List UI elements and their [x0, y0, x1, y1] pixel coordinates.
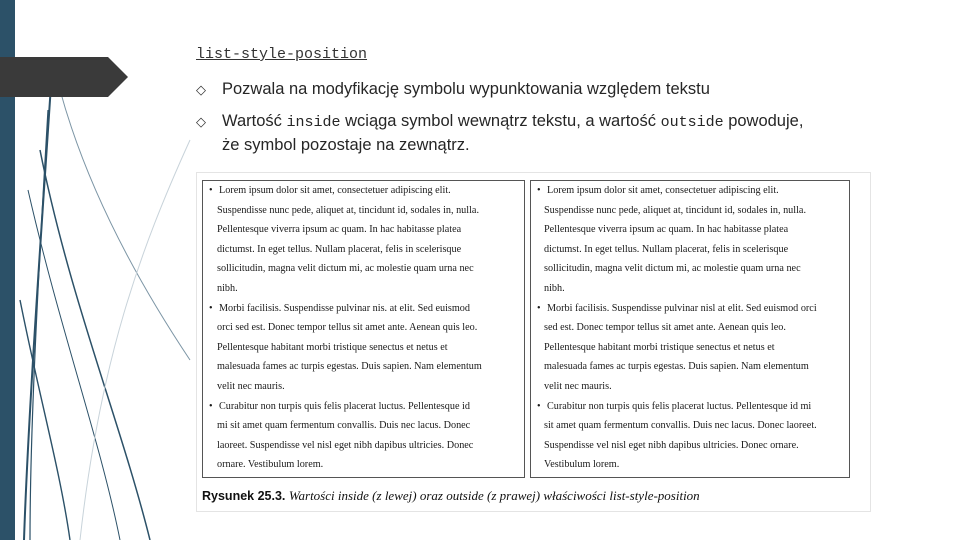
panel-line: orci sed est. Donec tempor tellus sit amet ante. Aenean quis leo.	[217, 322, 478, 334]
caption-number: Rysunek 25.3.	[202, 489, 286, 503]
bullet-text-2	[222, 110, 886, 156]
diamond-bullet-icon: ◇	[196, 114, 206, 129]
panel-line: • Morbi facilisis. Suspendisse pulvinar nis. at elit. Sed euismod	[203, 299, 524, 319]
panel-line: velit nec mauris.	[544, 380, 612, 392]
code-inside: inside	[286, 114, 341, 131]
panel-line: sollicitudin, magna velit dictum mi, ac molestie quam urna nec	[217, 263, 474, 275]
panel-line: • Lorem ipsum dolor sit amet, consectetuer adipiscing elit.	[531, 181, 849, 201]
panel-line: malesuada fames ac turpis egestas. Duis sapien. Nam elementum	[217, 361, 482, 373]
panel-line: ornare. Vestibulum lorem.	[217, 459, 324, 471]
list-bullet-icon: •	[537, 302, 541, 314]
panel-line: sed est. Donec tempor tellus sit amet ante. Aenean quis leo.	[544, 322, 786, 334]
panel-line: dictumst. In eget tellus. Nullam placerat, felis in scelerisque	[544, 243, 789, 255]
figure-caption	[202, 488, 700, 504]
list-bullet-icon: •	[209, 185, 213, 196]
panel-line: Pellentesque viverra ipsum ac quam. In hac habitasse platea	[544, 224, 789, 236]
figure-image	[196, 172, 871, 512]
code-outside: outside	[660, 114, 724, 131]
panel-line: Vestibulum lorem.	[544, 459, 620, 471]
panel-line: laoreet. Suspendisse vel nisl eget nibh dapibus ultricies. Donec	[217, 439, 474, 451]
panel-line: • Curabitur non turpis quis felis placerat luctus. Pellentesque id mi	[531, 397, 849, 417]
list-bullet-icon: •	[209, 302, 213, 314]
panel-line: • Curabitur non turpis quis felis placerat luctus. Pellentesque id	[203, 397, 524, 417]
figure-panel-inside	[202, 180, 525, 478]
panel-line: • Lorem ipsum dolor sit amet, consectetuer adipiscing elit.	[203, 181, 524, 201]
list-bullet-icon: •	[209, 400, 213, 412]
panel-line: nibh.	[217, 282, 238, 294]
list-bullet-icon: •	[537, 400, 541, 412]
bullet-2-line2: że symbol pozostaje na zewnątrz.	[222, 136, 470, 154]
bullet-2-middle: wciąga symbol wewnątrz tekstu, a wartość	[345, 112, 656, 130]
panel-line: malesuada fames ac turpis egestas. Duis sapien. Nam elementum	[544, 361, 809, 373]
panel-line: Pellentesque habitant morbi tristique senectus et netus et	[217, 341, 448, 353]
panel-line: Suspendisse vel nisl eget nibh dapibus ultricies. Donec ornare.	[544, 439, 799, 451]
panel-line: nibh.	[544, 282, 565, 294]
panel-line: mi sit amet quam fermentum convallis. Duis nec lacus. Donec	[217, 420, 471, 432]
list-bullet-icon: •	[537, 185, 541, 196]
title-tab-shape	[0, 57, 128, 97]
panel-line: Pellentesque viverra ipsum ac quam. In hac habitasse platea	[217, 224, 462, 236]
panel-line: Suspendisse nunc pede, aliquet at, tincidunt id, sodales in, nulla.	[544, 204, 806, 216]
panel-line: Pellentesque habitant morbi tristique senectus et netus et	[544, 341, 775, 353]
panel-line: • Morbi facilisis. Suspendisse pulvinar nisl at elit. Sed euismod orci	[531, 299, 849, 319]
panel-line: sollicitudin, magna velit dictum mi, ac molestie quam urna nec	[544, 263, 801, 275]
bullet-item-2	[196, 110, 886, 156]
diamond-bullet-icon: ◇	[196, 82, 206, 97]
slide-heading: list-style-position	[196, 46, 368, 63]
caption-text: Wartości inside (z lewej) oraz outside (z prawej) właściwości list-style-position	[288, 488, 700, 503]
panel-line: Suspendisse nunc pede, aliquet at, tincidunt id, sodales in, nulla.	[217, 204, 479, 216]
panel-line: dictumst. In eget tellus. Nullam placerat, felis in scelerisque	[217, 243, 462, 255]
bullet-2-after: powoduje,	[728, 112, 804, 130]
bullet-text-1: Pozwala na modyfikację symbolu wypunktowania względem tekstu	[222, 80, 710, 98]
figure-panel-outside	[530, 180, 850, 478]
panel-line: velit nec mauris.	[217, 380, 285, 392]
panel-line: sit amet quam fermentum convallis. Duis nec lacus. Donec laoreet.	[544, 420, 817, 432]
bullet-item-1	[196, 78, 886, 101]
bullet-2-before: Wartość	[222, 112, 282, 130]
